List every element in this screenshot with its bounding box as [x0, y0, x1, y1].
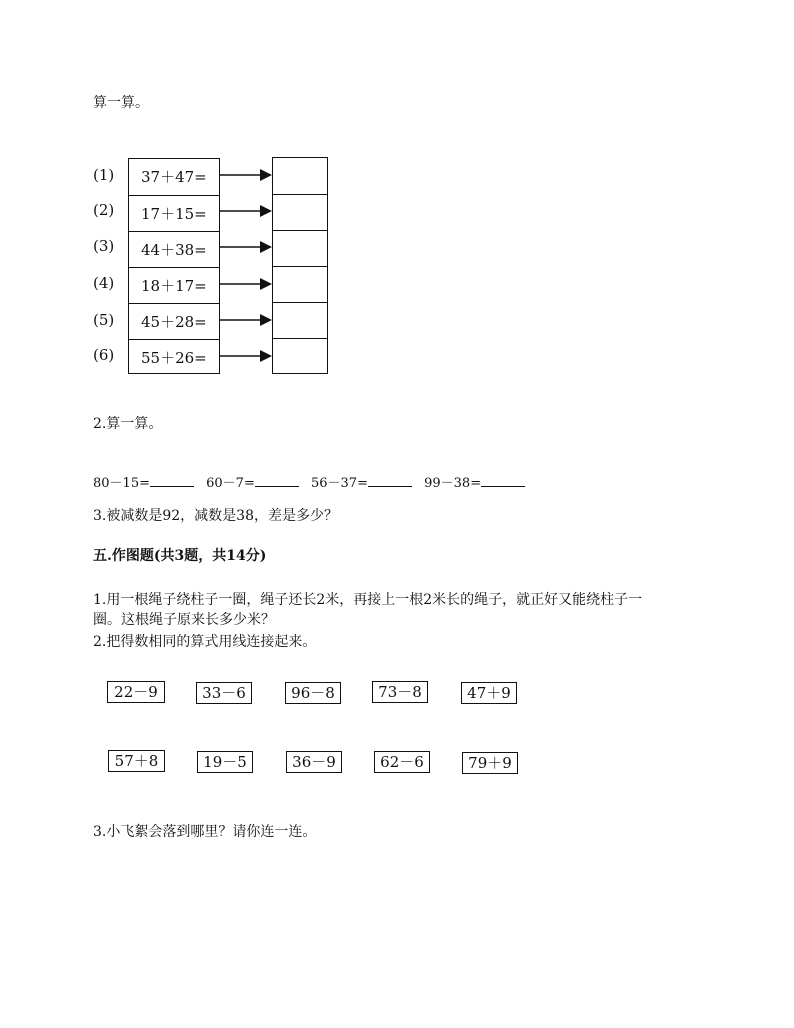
row-label-5: (5): [93, 311, 115, 329]
answer-blank-1[interactable]: [150, 472, 194, 487]
expression-6: 55＋26=: [129, 339, 219, 375]
expression-5: 45＋28=: [129, 303, 219, 339]
subtraction-item-1: 80－15=: [93, 476, 150, 491]
calc-chain: [90, 155, 350, 375]
arrow-icon: [220, 169, 272, 181]
match-box-bottom-5[interactable]: 79＋9: [462, 752, 518, 774]
answer-box-3[interactable]: [273, 230, 327, 266]
expression-4: 18＋17=: [129, 267, 219, 303]
section3-question: 3.被减数是92，减数是38，差是多少？: [93, 508, 338, 524]
arrow-icon: [220, 350, 272, 362]
match-box-top-2[interactable]: 33－6: [196, 682, 252, 704]
section1-title: 算一算。: [93, 95, 149, 111]
arrow-icon: [220, 205, 272, 217]
answer-box-2[interactable]: [273, 194, 327, 230]
answer-box-4[interactable]: [273, 266, 327, 302]
expression-1: 37＋47=: [141, 168, 207, 186]
answer-box-6[interactable]: [273, 338, 327, 374]
row-label-1: (1): [93, 166, 115, 184]
expression-2: 17＋15=: [129, 195, 219, 231]
answer-box-5[interactable]: [273, 302, 327, 338]
match-box-bottom-4[interactable]: 62－6: [374, 751, 430, 773]
q3-text: 3.小飞絮会落到哪里？请你连一连。: [93, 824, 317, 840]
answer-column: [272, 157, 328, 374]
expression-3: 44＋38=: [129, 231, 219, 267]
match-box-top-3[interactable]: 96－8: [285, 682, 341, 704]
subtraction-row: [93, 472, 533, 493]
match-box-top-5[interactable]: 47＋9: [461, 682, 517, 704]
answer-blank-4[interactable]: [481, 472, 525, 487]
answer-blank-3[interactable]: [368, 472, 412, 487]
q2-text: 2.把得数相同的算式用线连接起来。: [93, 634, 317, 650]
match-box-bottom-1[interactable]: 57＋8: [108, 750, 165, 772]
arrow-icon: [220, 314, 272, 326]
row-label-2: (2): [93, 201, 115, 219]
row-label-6: (6): [93, 346, 115, 364]
subtraction-item-2: 60－7=: [206, 476, 255, 491]
subtraction-item-3: 56－37=: [310, 476, 368, 491]
section2-title: 2.算一算。: [93, 416, 163, 432]
arrow-icon: [220, 241, 272, 253]
match-box-top-4[interactable]: 73－8: [372, 681, 428, 703]
match-box-bottom-2[interactable]: 19－5: [197, 751, 253, 773]
q1-line1: 1.用一根绳子绕柱子一圈，绳子还长2米，再接上一根2米长的绳子，就正好又能绕柱子一: [93, 592, 643, 608]
match-box-top-1[interactable]: 22－9: [107, 681, 165, 703]
arrow-icon: [220, 278, 272, 290]
match-box-bottom-3[interactable]: 36－9: [286, 751, 342, 773]
q1-line2: 圈。这根绳子原来长多少米？: [93, 612, 275, 628]
subtraction-item-4: 99－38=: [424, 476, 482, 491]
expression-column: [128, 158, 220, 374]
answer-blank-2[interactable]: [255, 472, 299, 487]
answer-box-1[interactable]: [273, 158, 327, 194]
section5-heading: 五.作图题(共3题，共14分): [93, 548, 267, 564]
row-label-3: (3): [93, 237, 115, 255]
row-label-4: (4): [93, 274, 115, 292]
